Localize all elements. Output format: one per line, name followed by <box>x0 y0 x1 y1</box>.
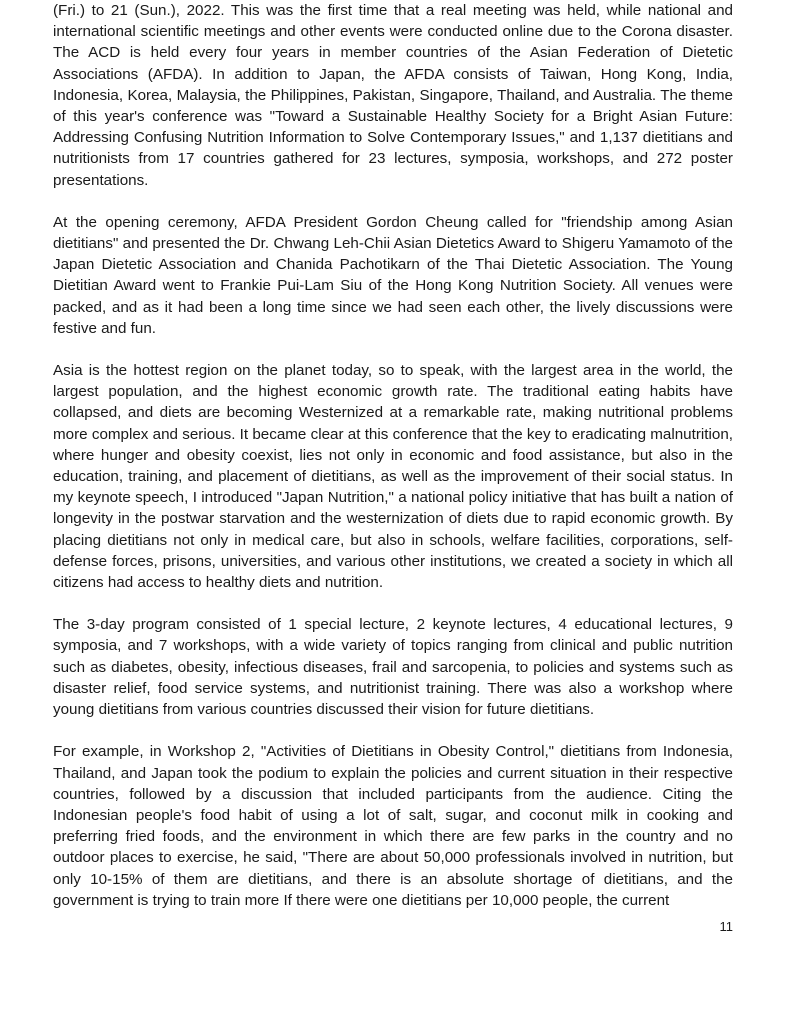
paragraph-program: The 3-day program consisted of 1 special lecture, 2 keynote lectures, 4 educational lectures, 9 symposia, and 7 workshops, with a wide variety of topics ranging from clinical and public nutrition such as diabetes, obesity, infectious diseases, frail and sarcopenia, to policies and systems such as disaster relief, food service systems, and nutritionist training. There was also a workshop where young dietitians from various countries discussed their vision for future dietitians. <box>53 616 733 719</box>
paragraph-conference-intro: (Fri.) to 21 (Sun.), 2022. This was the first time that a real meeting was held, while national and international scientific meetings and other events were conducted online due to the Corona disaster. The ACD is held every four years in member countries of the Asian Federation of Dietetic Associations (AFDA). In addition to Japan, the AFDA consists of Taiwan, Hong Kong, India, Indonesia, Korea, Malaysia, the Philippines, Pakistan, Singapore, Thailand, and Australia. The theme of this year's conference was "Toward a Sustainable Healthy Society for a Bright Asian Future: Addressing Confusing Nutrition Information to Solve Contemporary Issues," and 1,137 dietitians and nutritionists from 17 countries gathered for 23 lectures, symposia, workshops, and 272 poster presentations. <box>53 2 733 189</box>
article-body <box>53 0 733 932</box>
paragraph-opening-ceremony: At the opening ceremony, AFDA President Gordon Cheung called for "friendship among Asian dietitians" and presented the Dr. Chwang Leh-Chii Asian Dietetics Award to Shigeru Yamamoto of the Japan Dietetic Association and Chanida Pachotikarn of the Thai Dietetic Association. The Young Dietitian Award went to Frankie Pui-Lam Siu of the Hong Kong Nutrition Society. All venues were packed, and as it had been a long time since we had seen each other, the lively discussions were festive and fun. <box>53 213 733 337</box>
paragraph-workshop-example: For example, in Workshop 2, "Activities of Dietitians in Obesity Control," dietitians from Indonesia, Thailand, and Japan took the podium to explain the policies and current situation in their respective countries, followed by a discussion that included participants from the audience. Citing the Indonesian people's food habit of using a lot of salt, sugar, and coconut milk in cooking and preferring fried foods, and the environment in which there are few parks in the country and no outdoor places to exercise, he said, "There are about 50,000 professionals involved in nutrition, but only 10-15% of them are dietitians, and there is an absolute shortage of dietitians, and the government is trying to train more If there were one dietitians per 10,000 people, the current <box>53 743 733 909</box>
paragraph-asia-nutrition: Asia is the hottest region on the planet today, so to speak, with the largest area in the world, the largest population, and the highest economic growth rate. The traditional eating habits have collapsed, and diets are becoming Westernized at a remarkable rate, making nutritional problems more complex and serious. It became clear at this conference that the key to eradicating malnutrition, where hunger and obesity coexist, lies not only in economic and food assistance, but also in the education, training, and placement of dietitians, as well as the improvement of their social status. In my keynote speech, I introduced "Japan Nutrition," a national policy initiative that has built a nation of longevity in the postwar starvation and the westernization of diets due to rapid economic growth. By placing dietitians not only in medical care, but also in schools, welfare facilities, corporations, self-defense forces, prisons, universities, and various other institutions, we created a society in which all citizens had access to healthy diets and nutrition. <box>53 362 733 592</box>
page-number: 11 <box>719 919 733 934</box>
